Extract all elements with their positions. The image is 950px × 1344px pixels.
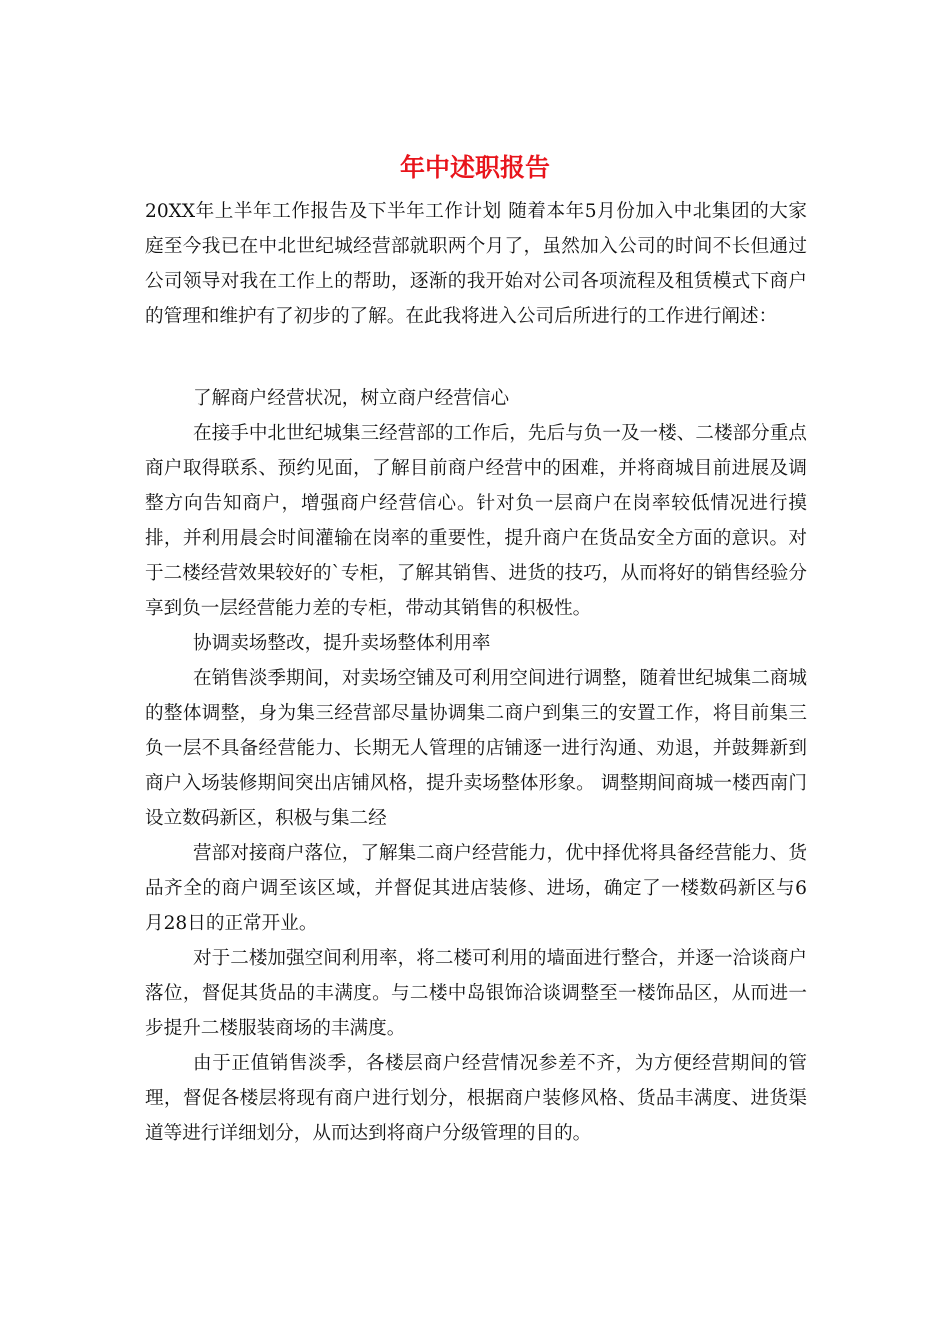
- body-paragraph: 营部对接商户落位，了解集二商户经营能力，优中择优将具备经营能力、货品齐全的商户调至该区域，并督促其进店装修、进场，确定了一楼数码新区与6月28日的正常开业。: [145, 843, 807, 934]
- body-paragraph: 对于二楼加强空间利用率，将二楼可利用的墙面进行整合，并逐一洽谈商户落位，督促其货品的丰满度。与二楼中岛银饰洽谈调整至一楼饰品区，从而进一步提升二楼服装商场的丰满度。: [145, 948, 807, 1039]
- body-paragraph: 在销售淡季期间，对卖场空铺及可利用空间进行调整，随着世纪城集二商城的整体调整，身为集三经营部尽量协调集二商户到集三的安置工作，将目前集三负一层不具备经营能力、长期无人管理的店铺逐一进行沟通、劝退，并鼓舞新到商户入场装修期间突出店铺风格，提升卖场整体形象。 调整期间商城一楼西南门设立数码新区，积极与集二经: [145, 668, 807, 829]
- intro-paragraph: 20XX年上半年工作报告及下半年工作计划 随着本年5月份加入中北集团的大家庭至今我已在中北世纪城经营部就职两个月了，虽然加入公司的时间不长但通过公司领导对我在工作上的帮助，逐渐的我开始对公司各项流程及租赁模式下商户的管理和维护有了初步的了解。在此我将进入公司后所进行的工作进行阐述：: [145, 201, 807, 327]
- document-body: [145, 194, 807, 1151]
- body-paragraph: 由于正值销售淡季，各楼层商户经营情况参差不齐，为方便经营期间的管理，督促各楼层将现有商户进行划分，根据商户装修风格、货品丰满度、进货渠道等进行详细划分，从而达到将商户分级管理的目的。: [145, 1053, 807, 1144]
- section-heading-floor-adjustment: 协调卖场整改，提升卖场整体利用率: [193, 633, 491, 654]
- body-paragraph: 在接手中北世纪城集三经营部的工作后，先后与负一及一楼、二楼部分重点商户取得联系、预约见面，了解目前商户经营中的困难，并将商城目前进展及调整方向告知商户，增强商户经营信心。针对负一层商户在岗率较低情况进行摸排，并利用晨会时间灌输在岗率的重要性，提升商户在货品安全方面的意识。对于二楼经营效果较好的`专柜，了解其销售、进货的技巧，从而将好的销售经验分享到负一层经营能力差的专柜，带动其销售的积极性。: [145, 423, 807, 619]
- section-heading-merchant-confidence: 了解商户经营状况，树立商户经营信心: [193, 388, 510, 409]
- document-title: 年中述职报告: [399, 153, 550, 182]
